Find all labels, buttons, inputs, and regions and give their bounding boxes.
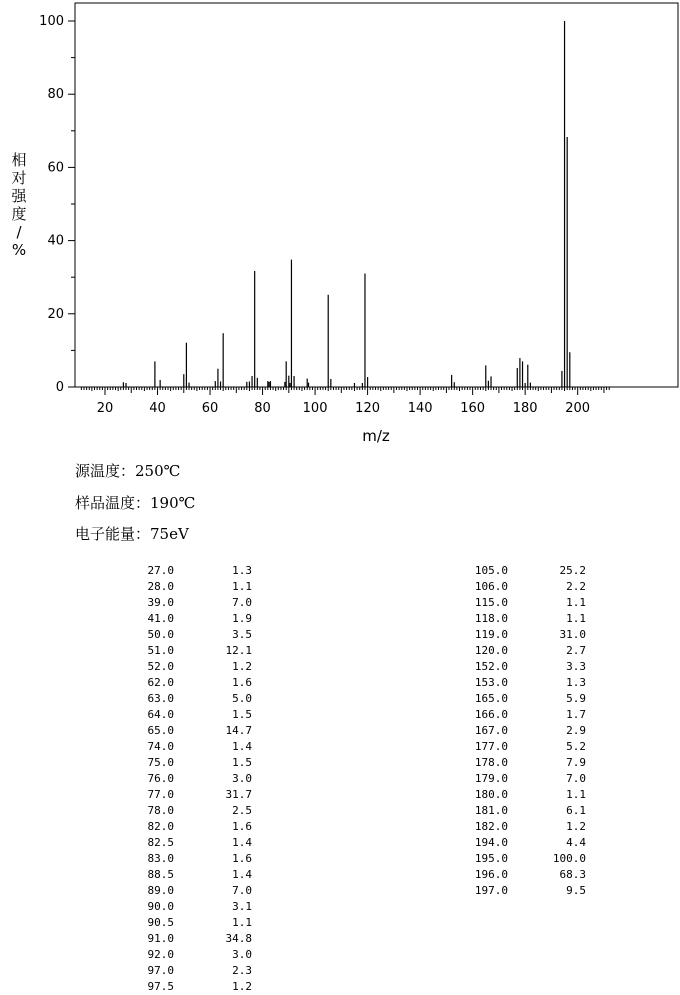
- peak-intensity: 3.5: [232, 628, 252, 641]
- peak-intensity: 3.1: [232, 900, 252, 913]
- y-tick-label: 80: [47, 87, 64, 103]
- peak-intensity: 1.4: [232, 868, 252, 881]
- peak-table-row: [142, 883, 252, 899]
- peak-intensity: 1.5: [232, 756, 252, 769]
- peak-table-row: [470, 691, 586, 707]
- peak-mz: 105.0: [474, 564, 508, 577]
- peak-table-row: [470, 835, 586, 851]
- peak-table-row: [142, 563, 252, 579]
- peak-mz: 74.0: [147, 740, 174, 753]
- peak-mz: 165.0: [474, 692, 508, 705]
- peak-mz: 196.0: [474, 868, 508, 881]
- peak-mz: 115.0: [474, 596, 508, 609]
- peak-intensity: 1.6: [232, 676, 252, 689]
- x-tick-label: 120: [355, 401, 381, 416]
- peak-table-row: [470, 867, 586, 883]
- peak-table-row: [470, 771, 586, 787]
- peak-intensity: 1.2: [232, 980, 252, 993]
- peak-intensity: 1.6: [232, 852, 252, 865]
- peak-intensity: 1.7: [566, 708, 586, 721]
- peak-table-row: [142, 931, 252, 947]
- peak-intensity: 31.0: [559, 628, 586, 641]
- peak-table-row: [470, 755, 586, 771]
- peak-table-row: [142, 899, 252, 915]
- peak-mz: 91.0: [147, 932, 174, 945]
- peak-table-row: [142, 643, 252, 659]
- peak-table-row: [142, 963, 252, 979]
- peak-intensity: 3.0: [232, 772, 252, 785]
- peak-intensity: 7.0: [232, 884, 252, 897]
- peak-intensity: 5.0: [232, 692, 252, 705]
- peak-intensity: 3.0: [232, 948, 252, 961]
- peak-mz: 90.5: [147, 916, 174, 929]
- peak-mz: 76.0: [147, 772, 174, 785]
- peak-intensity: 31.7: [225, 788, 252, 801]
- peak-mz: 152.0: [474, 660, 508, 673]
- peak-mz: 77.0: [147, 788, 174, 801]
- peak-intensity: 1.6: [232, 820, 252, 833]
- peak-mz: 182.0: [474, 820, 508, 833]
- peak-mz: 179.0: [474, 772, 508, 785]
- peak-mz: 118.0: [474, 612, 508, 625]
- peak-table-row: [470, 595, 586, 611]
- y-tick-label: 20: [47, 306, 64, 322]
- x-axis: [81, 387, 609, 416]
- peak-mz: 197.0: [474, 884, 508, 897]
- peak-intensity: 12.1: [225, 644, 252, 657]
- peak-table-row: [142, 979, 252, 995]
- peak-mz: 120.0: [474, 644, 508, 657]
- peak-mz: 65.0: [147, 724, 174, 737]
- peak-table-row: [142, 707, 252, 723]
- peak-intensity: 1.1: [566, 596, 586, 609]
- peak-table-row: [470, 787, 586, 803]
- peak-mz: 106.0: [474, 580, 508, 593]
- plot-frame: [75, 3, 678, 387]
- peak-intensity: 2.2: [566, 580, 586, 593]
- peak-intensity: 4.4: [566, 836, 586, 849]
- peak-intensity: 1.9: [232, 612, 252, 625]
- peak-table-row: [142, 691, 252, 707]
- x-tick-label: 160: [460, 401, 486, 416]
- peak-mz: 167.0: [474, 724, 508, 737]
- peak-table-left: [142, 563, 252, 995]
- peak-intensity: 1.3: [232, 564, 252, 577]
- peak-table-row: [470, 851, 586, 867]
- peak-intensity: 2.7: [566, 644, 586, 657]
- peak-mz: 92.0: [147, 948, 174, 961]
- peak-intensity: 1.1: [232, 580, 252, 593]
- peak-mz: 90.0: [147, 900, 174, 913]
- peak-mz: 166.0: [474, 708, 508, 721]
- x-tick-label: 20: [96, 401, 114, 416]
- peak-table-row: [470, 723, 586, 739]
- peak-table-row: [470, 643, 586, 659]
- y-tick-label: 60: [47, 160, 64, 176]
- peak-table-row: [470, 611, 586, 627]
- peak-table-row: [470, 707, 586, 723]
- peak-intensity: 1.2: [566, 820, 586, 833]
- peak-table-row: [142, 595, 252, 611]
- peak-mz: 97.0: [147, 964, 174, 977]
- peak-intensity: 6.1: [566, 804, 586, 817]
- peak-table-row: [142, 835, 252, 851]
- peak-table-row: [470, 675, 586, 691]
- peak-table-row: [470, 627, 586, 643]
- peak-mz: 62.0: [147, 676, 174, 689]
- peak-intensity: 2.3: [232, 964, 252, 977]
- peak-mz: 82.5: [147, 836, 174, 849]
- peak-intensity: 1.1: [232, 916, 252, 929]
- peak-intensity: 1.3: [566, 676, 586, 689]
- peak-intensity: 100.0: [552, 852, 586, 865]
- peak-mz: 89.0: [147, 884, 174, 897]
- peak-intensity: 1.2: [232, 660, 252, 673]
- peak-mz: 119.0: [474, 628, 508, 641]
- y-tick-label: 0: [55, 380, 64, 395]
- peak-intensity: 1.1: [566, 612, 586, 625]
- peak-table-row: [470, 819, 586, 835]
- y-tick-label: 40: [47, 233, 64, 249]
- peaks-layer: [123, 21, 569, 387]
- peak-intensity: 2.5: [232, 804, 252, 817]
- peak-intensity: 68.3: [559, 868, 586, 881]
- peak-table-row: [470, 739, 586, 755]
- peak-intensity: 1.1: [566, 788, 586, 801]
- peak-intensity: 34.8: [225, 932, 252, 945]
- peak-mz: 64.0: [147, 708, 174, 721]
- peak-table-row: [470, 883, 586, 899]
- peak-table-row: [470, 563, 586, 579]
- peak-table-row: [142, 947, 252, 963]
- y-tick-label: 100: [39, 14, 64, 29]
- peak-table-row: [470, 803, 586, 819]
- x-tick-label: 180: [512, 401, 538, 416]
- peak-table-row: [142, 867, 252, 883]
- peak-mz: 50.0: [147, 628, 174, 641]
- peak-table-row: [142, 803, 252, 819]
- peak-mz: 28.0: [147, 580, 174, 593]
- peak-table-row: [142, 755, 252, 771]
- x-tick-label: 80: [254, 401, 271, 416]
- peak-mz: 83.0: [147, 852, 174, 865]
- peak-intensity: 7.0: [232, 596, 252, 609]
- peak-mz: 63.0: [147, 692, 174, 705]
- peak-mz: 178.0: [474, 756, 508, 769]
- peak-mz: 153.0: [474, 676, 508, 689]
- x-tick-label: 40: [149, 401, 166, 416]
- peak-table-row: [142, 675, 252, 691]
- peak-table-row: [142, 659, 252, 675]
- x-axis-title: m/z: [362, 427, 390, 445]
- peak-intensity: 9.5: [566, 884, 586, 897]
- peak-table-row: [470, 659, 586, 675]
- x-tick-label: 60: [201, 401, 219, 416]
- peak-intensity: 3.3: [566, 660, 586, 673]
- x-tick-label: 200: [565, 401, 591, 416]
- y-axis: [39, 14, 75, 395]
- electron-energy: 电子能量：75eV: [75, 525, 189, 543]
- peak-table-row: [142, 627, 252, 643]
- peak-mz: 78.0: [147, 804, 174, 817]
- peak-table-row: [142, 851, 252, 867]
- peak-intensity: 25.2: [559, 564, 586, 577]
- peak-table-row: [142, 819, 252, 835]
- peak-intensity: 5.9: [566, 692, 586, 705]
- peak-intensity: 1.4: [232, 740, 252, 753]
- x-tick-label: 140: [407, 401, 433, 416]
- mass-spectrum-chart: [0, 0, 680, 450]
- peak-intensity: 5.2: [566, 740, 586, 753]
- x-tick-label: 100: [302, 401, 328, 416]
- source-temperature: 源温度：250℃: [75, 462, 181, 480]
- peak-table-row: [142, 787, 252, 803]
- peak-table-row: [142, 579, 252, 595]
- peak-intensity: 1.5: [232, 708, 252, 721]
- peak-table-row: [142, 611, 252, 627]
- peak-table-row: [142, 771, 252, 787]
- peak-mz: 88.5: [147, 868, 174, 881]
- peak-mz: 41.0: [147, 612, 174, 625]
- peak-mz: 181.0: [474, 804, 508, 817]
- peak-intensity: 1.4: [232, 836, 252, 849]
- peak-mz: 97.5: [147, 980, 174, 993]
- peak-intensity: 14.7: [225, 724, 252, 737]
- peak-mz: 52.0: [147, 660, 174, 673]
- peak-intensity: 7.0: [566, 772, 586, 785]
- peak-mz: 180.0: [474, 788, 508, 801]
- peak-mz: 194.0: [474, 836, 508, 849]
- peak-intensity: 7.9: [566, 756, 586, 769]
- peak-table-row: [142, 915, 252, 931]
- peak-mz: 177.0: [474, 740, 508, 753]
- peak-table-row: [470, 579, 586, 595]
- peak-mz: 195.0: [474, 852, 508, 865]
- peak-mz: 51.0: [147, 644, 174, 657]
- peak-mz: 39.0: [147, 596, 174, 609]
- peak-table-row: [142, 723, 252, 739]
- peak-table-row: [142, 739, 252, 755]
- y-axis-title: 相对强度/ %: [11, 151, 27, 259]
- sample-temperature: 样品温度：190℃: [75, 494, 196, 512]
- peak-mz: 82.0: [147, 820, 174, 833]
- peak-mz: 75.0: [147, 756, 174, 769]
- peak-intensity: 2.9: [566, 724, 586, 737]
- peak-table-right: [470, 563, 586, 899]
- peak-mz: 27.0: [147, 564, 174, 577]
